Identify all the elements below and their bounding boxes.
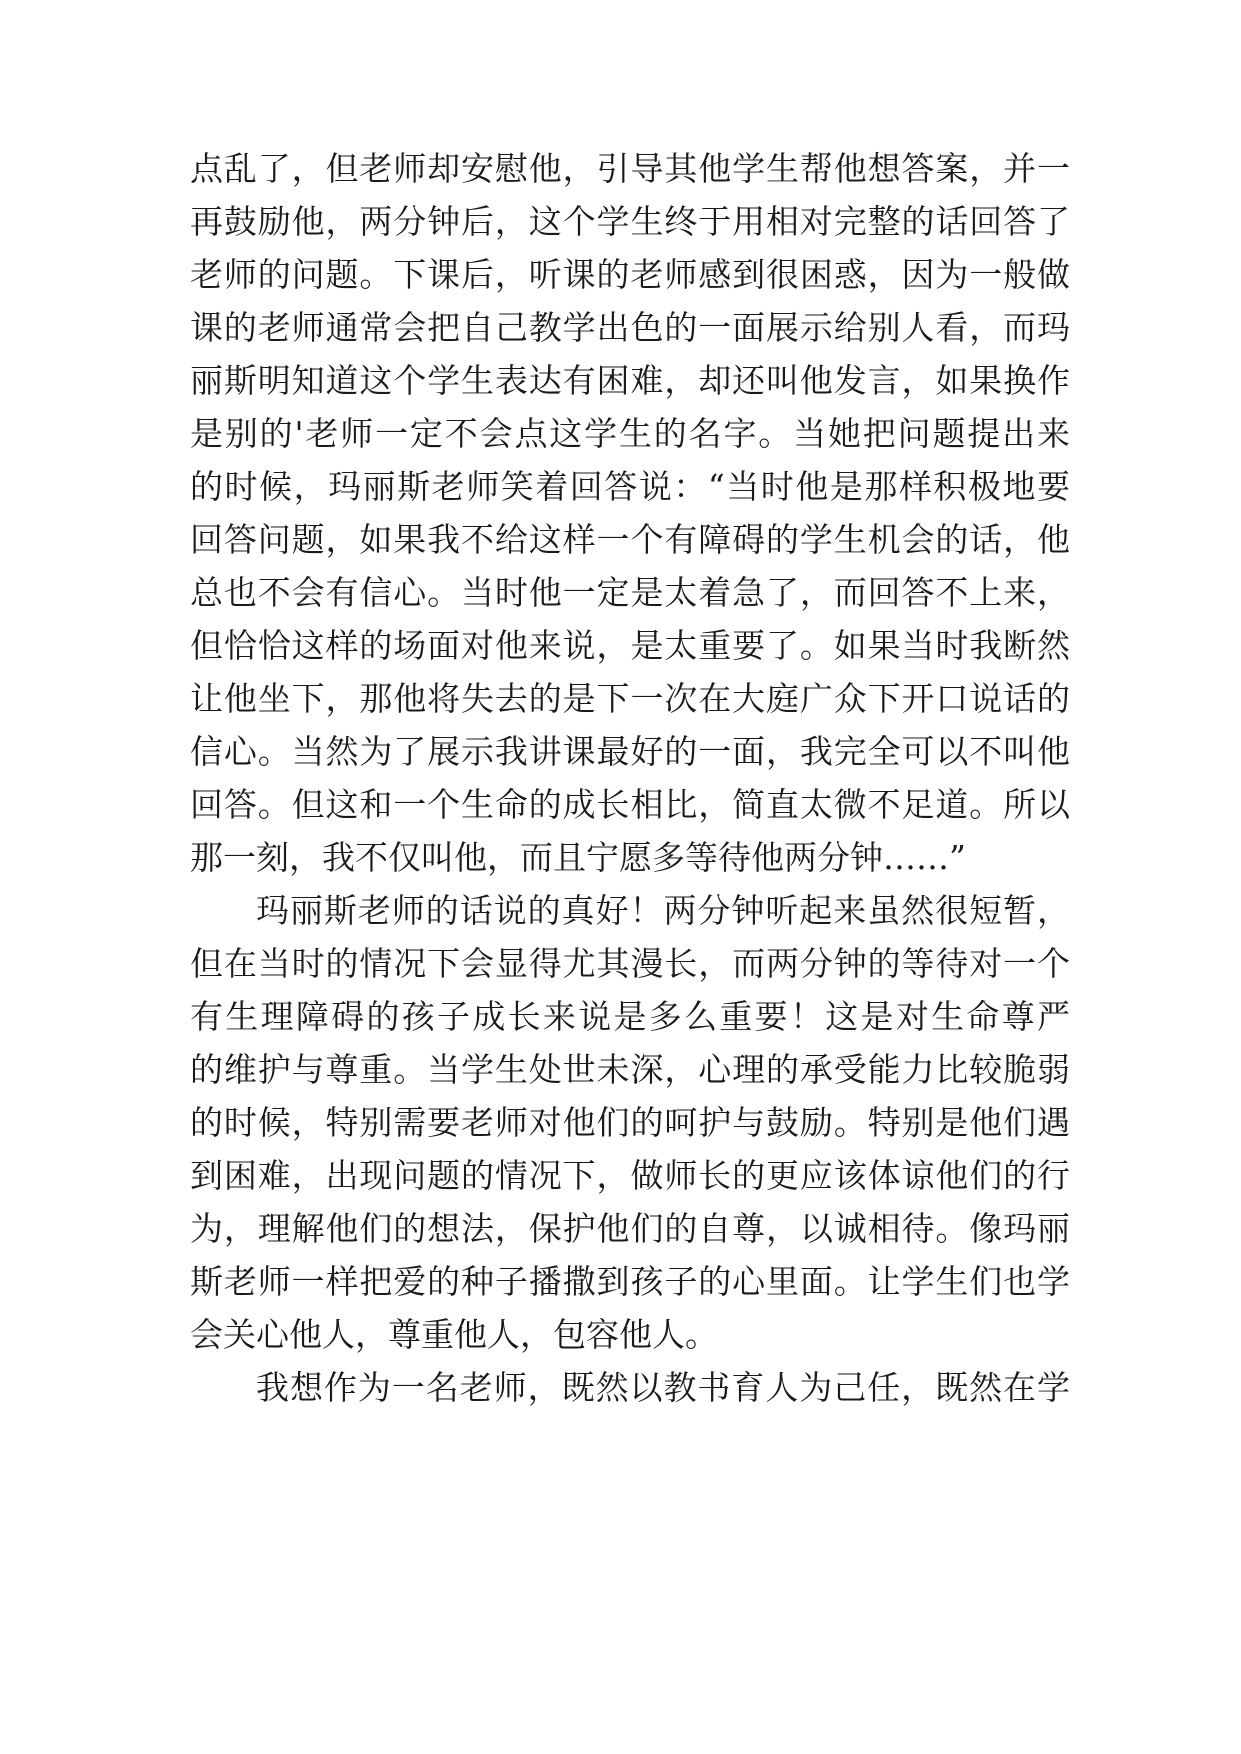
paragraph-2-line-6: 到困难，出现问题的情况下，做师长的更应该体谅他们的行 xyxy=(190,1156,1070,1195)
paragraph-1-line-13: 回答。但这和一个生命的成长相比，简直太微不足道。所以 xyxy=(190,785,1070,824)
paragraph-2-line-2: 但在当时的情况下会显得尤其漫长，而两分钟的等待对一个 xyxy=(190,944,1070,983)
paragraph-2-line-9: 会关心他人，尊重他人，包容他人。 xyxy=(190,1315,718,1354)
paragraph-2-line-8: 斯老师一样把爱的种子播撒到孩子的心里面。让学生们也学 xyxy=(190,1262,1070,1301)
paragraph-1-line-1: 点乱了，但老师却安慰他，引导其他学生帮他想答案，并一 xyxy=(190,149,1070,188)
paragraph-1-line-3: 老师的问题。下课后，听课的老师感到很困惑，因为一般做 xyxy=(190,255,1070,294)
paragraph-1-line-4: 课的老师通常会把自己教学出色的一面展示给别人看，而玛 xyxy=(190,308,1070,347)
paragraph-1-line-6: 是别的'老师一定不会点这学生的名字。当她把问题提出来 xyxy=(190,414,1070,453)
paragraph-1-line-10: 但恰恰这样的场面对他来说，是太重要了。如果当时我断然 xyxy=(190,626,1070,665)
paragraph-2-line-1: 玛丽斯老师的话说的真好！两分钟听起来虽然很短暂， xyxy=(256,891,1070,930)
paragraph-2-line-5: 的时候，特别需要老师对他们的呵护与鼓励。特别是他们遇 xyxy=(190,1103,1070,1142)
paragraph-3-line-1: 我想作为一名老师，既然以教书育人为己任，既然在学 xyxy=(256,1368,1070,1407)
paragraph-2-line-3: 有生理障碍的孩子成长来说是多么重要！这是对生命尊严 xyxy=(190,997,1070,1036)
paragraph-1-line-7: 的时候，玛丽斯老师笑着回答说：“当时他是那样积极地要 xyxy=(190,467,1070,506)
paragraph-1-line-9: 总也不会有信心。当时他一定是太着急了，而回答不上来， xyxy=(190,573,1070,612)
paragraph-1-line-8: 回答问题，如果我不给这样一个有障碍的学生机会的话，他 xyxy=(190,520,1070,559)
paragraph-1-line-12: 信心。当然为了展示我讲课最好的一面，我完全可以不叫他 xyxy=(190,732,1070,771)
paragraph-1-line-14: 那一刻，我不仅叫他，而且宁愿多等待他两分钟……” xyxy=(190,838,966,877)
paragraph-2-line-4: 的维护与尊重。当学生处世未深，心理的承受能力比较脆弱 xyxy=(190,1050,1070,1089)
paragraph-2-line-7: 为，理解他们的想法，保护他们的自尊，以诚相待。像玛丽 xyxy=(190,1209,1070,1248)
paragraph-1-line-11: 让他坐下，那他将失去的是下一次在大庭广众下开口说话的 xyxy=(190,679,1070,718)
paragraph-1-line-2: 再鼓励他，两分钟后，这个学生终于用相对完整的话回答了 xyxy=(190,202,1070,241)
paragraph-1-line-5: 丽斯明知道这个学生表达有困难，却还叫他发言，如果换作 xyxy=(190,361,1070,400)
